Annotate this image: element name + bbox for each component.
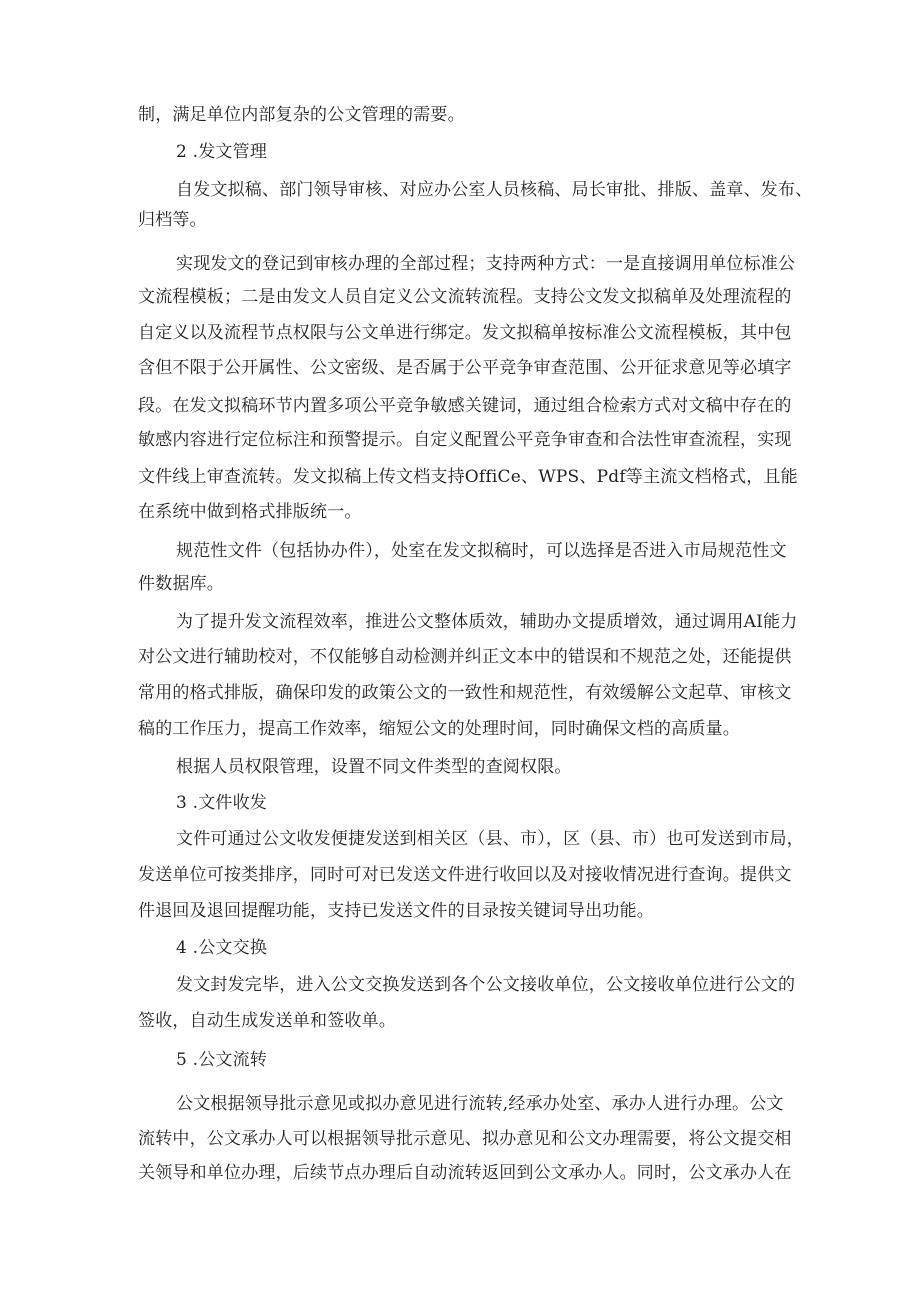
text-line: 自定义以及流程节点权限与公文单进行绑定。发文拟稿单按标准公文流程模板，其中包 [138, 323, 792, 343]
text-line: 文件线上审查流转。发文拟稿上传文档支持OffiCe、WPS、Pdf等主流文档格式，且能 [138, 467, 798, 487]
text-line: 规范性文件（包括协办件），处室在发文拟稿时，可以选择是否进入市局规范性文 [176, 541, 787, 561]
text-line: 在系统中做到格式排版统一。 [138, 502, 362, 522]
text-line: 敏感内容进行定位标注和预警提示。自定义配置公平竞争审查和合法性审查流程，实现 [138, 430, 792, 450]
text-line: 自发文拟稿、部门领导审核、对应办公室人员核稿、局长审批、排版、盖章、发布、 [176, 180, 813, 200]
text-line: 关领导和单位办理，后续节点办理后自动流转返回到公文承办人。同时，公文承办人在 [138, 1163, 792, 1183]
text-line: 发文封发完毕，进入公文交换发送到各个公文接收单位，公文接收单位进行公文的 [176, 975, 796, 995]
text-line: 含但不限于公开属性、公文密级、是否属于公平竞争审查范围、公开征求意见等必填字 [138, 358, 792, 378]
text-line: 流转中，公文承办人可以根据领导批示意见、拟办意见和公文办理需要，将公文提交相 [138, 1129, 792, 1149]
text-line: 件退回及退回提醒功能，支持已发送文件的目录按关键词导出功能。 [138, 901, 654, 921]
text-line: 归档等。 [138, 210, 207, 230]
text-line: 实现发文的登记到审核办理的全部过程；支持两种方式：一是直接调用单位标准公 [176, 254, 796, 274]
text-line: 件数据库。 [138, 574, 224, 594]
text-line: 稿的工作压力，提高工作效率，缩短公文的处理时间，同时确保文档的高质量。 [138, 719, 740, 739]
text-line: 根据人员权限管理，设置不同文件类型的查阅权限。 [176, 757, 572, 777]
text-line: 对公文进行辅助校对，不仅能够自动检测并纠正文本中的错误和不规范之处，还能提供 [138, 647, 792, 667]
text-line: 文件可通过公文收发便捷发送到相关区（县、市），区（县、市）也可发送到市局， [176, 829, 804, 849]
text-line: 文流程模板；二是由发文人员自定义公文流转流程。支持公文发文拟稿单及处理流程的 [138, 287, 792, 307]
section-heading: 2 .发文管理 [176, 142, 268, 162]
text-line: 制，满足单位内部复杂的公文管理的需要。 [138, 105, 465, 125]
text-line: 段。在发文拟稿环节内置多项公平竞争敏感关键词，通过组合检索方式对文稿中存在的 [138, 396, 792, 416]
text-line: 公文根据领导批示意见或拟办意见进行流转,经承办处室、承办人进行办理。公文 [176, 1094, 784, 1114]
section-heading: 5 .公文流转 [176, 1050, 268, 1070]
text-line: 常用的格式排版，确保印发的政策公文的一致性和规范性，有效缓解公文起草、审核文 [138, 683, 792, 703]
text-line: 发送单位可按类排序，同时可对已发送文件进行收回以及对接收情况进行查询。提供文 [138, 865, 792, 885]
text-line: 签收，自动生成发送单和签收单。 [138, 1011, 396, 1031]
section-heading: 4 .公文交换 [176, 938, 268, 958]
section-heading: 3 .文件收发 [176, 793, 268, 813]
text-line: 为了提升发文流程效率，推进公文整体质效，辅助办文提质增效，通过调用AI能力 [176, 612, 798, 632]
